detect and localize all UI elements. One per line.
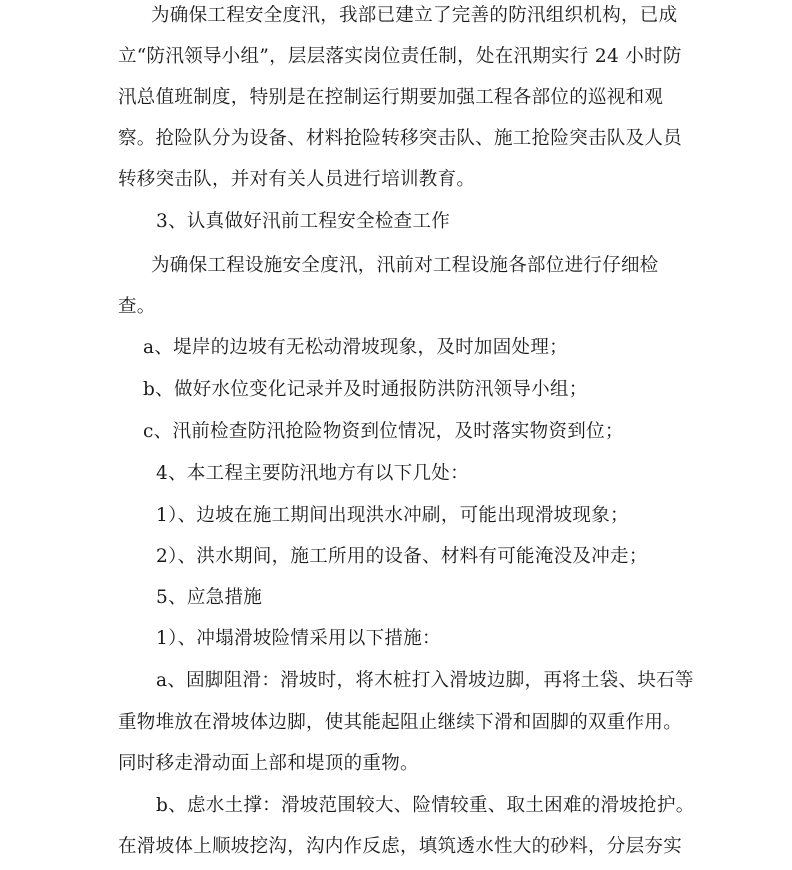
measure-a-line-3: 同时移走滑动面上部和堤顶的重物。 bbox=[118, 753, 419, 774]
subsection-heading-1: 1）、冲塌滑坡险情采用以下措施： bbox=[156, 628, 441, 649]
paragraph-line-5: 转移突击队，并对有关人员进行培训教育。 bbox=[118, 169, 476, 190]
paragraph-line-2: 立“防汛领导小组”，层层落实岗位责任制，处在汛期实行 24 小时防 bbox=[118, 46, 682, 67]
list-item-1: 1）、边坡在施工期间出现洪水冲刷，可能出现滑坡现象； bbox=[156, 505, 629, 526]
section-heading-5: 5、应急措施 bbox=[156, 587, 263, 608]
measure-b-line-2: 在滑坡体上顺坡挖沟，沟内作反虑，填筑透水性大的砂料，分层夯实 bbox=[118, 836, 683, 857]
measure-a-line-1: a、固脚阻滑：滑坡时，将木桩打入滑坡边脚，再将土袋、块石等 bbox=[156, 670, 694, 691]
section-heading-3: 3、认真做好汛前工程安全检查工作 bbox=[156, 211, 451, 232]
measure-b-line-1: b、虑水土撑：滑坡范围较大、险情较重、取土困难的滑坡抢护。 bbox=[156, 795, 695, 816]
paragraph-line-3: 汛总值班制度，特别是在控制运行期要加强工程各部位的巡视和观 bbox=[118, 87, 664, 108]
list-item-c: c、汛前检查防汛抢险物资到位情况，及时落实物资到位； bbox=[143, 421, 624, 442]
measure-a-line-2: 重物堆放在滑坡体边脚，使其能起阻止继续下滑和固脚的双重作用。 bbox=[118, 712, 683, 733]
paragraph-line-6: 为确保工程设施安全度汛，汛前对工程设施各部位进行仔细检 bbox=[151, 255, 659, 276]
section-heading-4: 4、本工程主要防汛地方有以下几处： bbox=[156, 463, 469, 484]
paragraph-line-4: 察。抢险队分为设备、材料抢险转移突击队、施工抢险突击队及人员 bbox=[118, 128, 683, 149]
list-item-2: 2）、洪水期间，施工所用的设备、材料有可能淹没及冲走； bbox=[156, 546, 648, 567]
list-item-b: b、做好水位变化记录并及时通报防洪防汛领导小组； bbox=[143, 379, 588, 400]
paragraph-line-1: 为确保工程安全度汛，我部已建立了完善的防汛组织机构，已成 bbox=[151, 5, 678, 26]
paragraph-line-7: 查。 bbox=[118, 296, 156, 317]
list-item-a: a、堤岸的边坡有无松动滑坡现象，及时加固处理； bbox=[143, 337, 568, 358]
